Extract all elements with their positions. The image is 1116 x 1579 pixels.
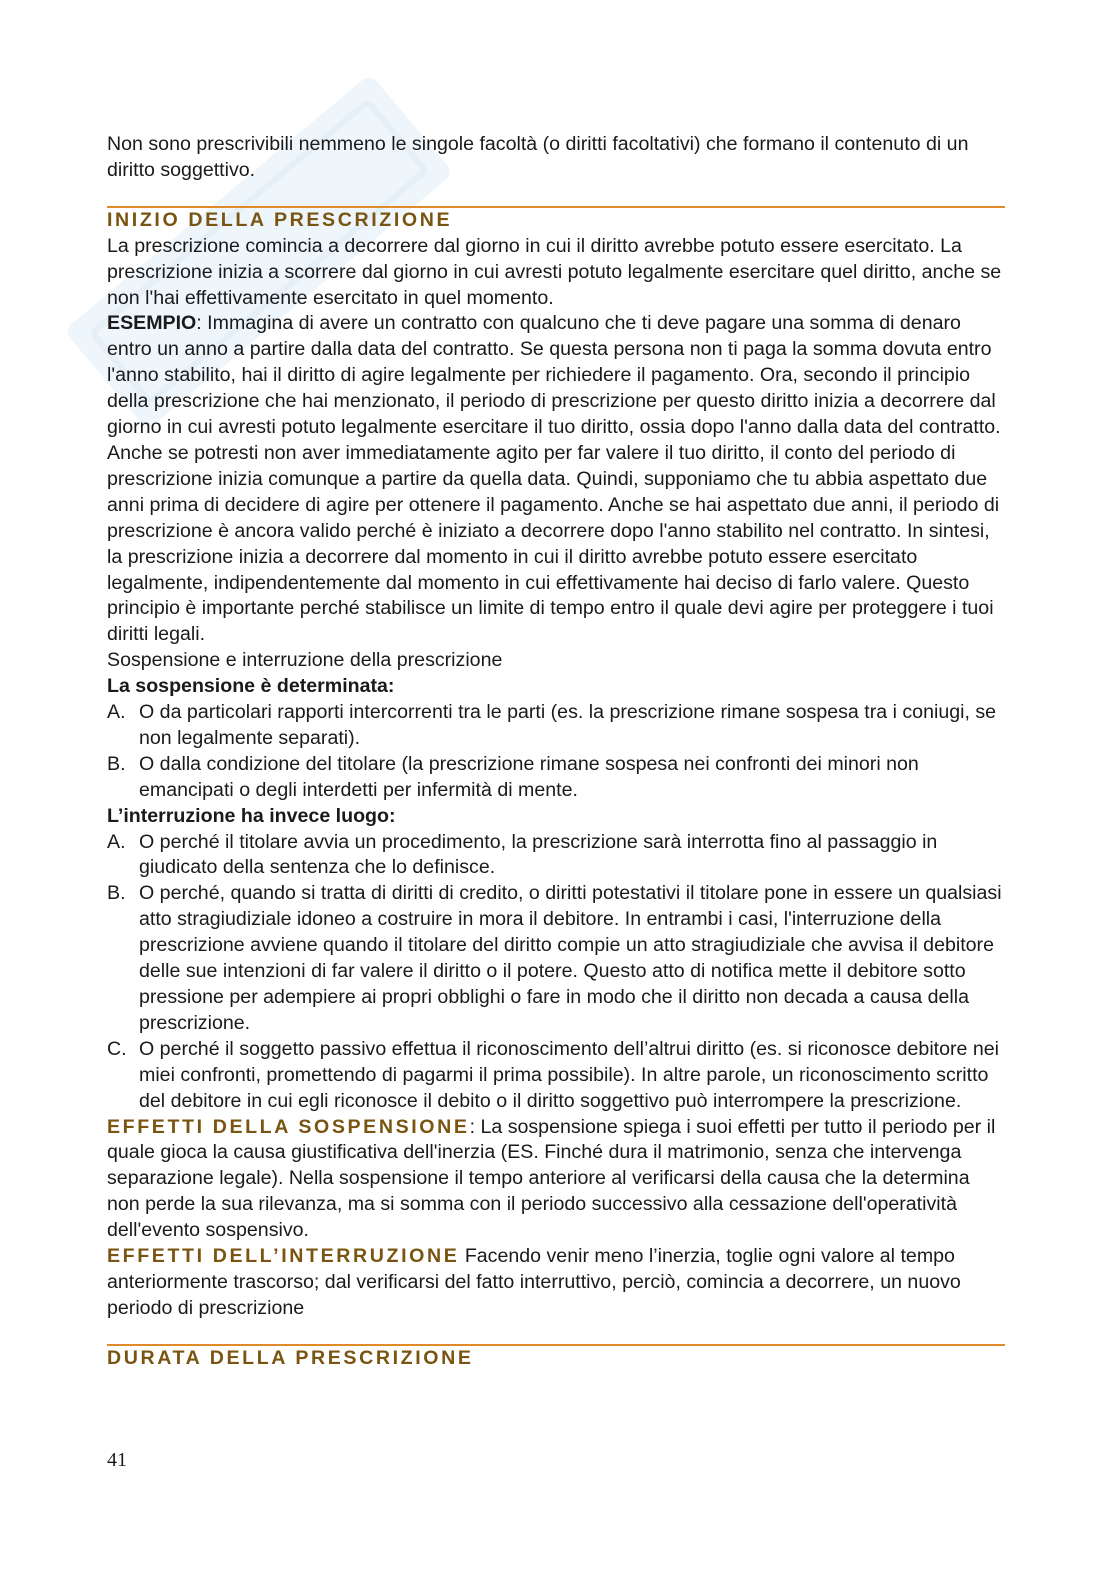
example-text: : Immagina di avere un contratto con qualcuno che ti deve pagare una somma di denaro entro un anno a partire dalla data del contratto. Se questa persona non ti paga la somma dovuta entro l'anno stabilito, hai il diritto di agire legalmente per richiedere il pagamento. Ora, secondo il principio della prescrizione che hai menzionato, il periodo di prescrizione per questo diritto inizia a decorrere dal giorno in cui avresti potuto legalmente esercitare il tuo diritto, ossia dopo l'anno dalla data del contratto. Anche se potresti non aver immediatamente agito per far valere il tuo diritto, il conto del periodo di prescrizione inizia comunque a partire da quella data. Quindi, supponiamo che tu abbia aspettato due anni prima di decidere di agire per ottenere il pagamento. Anche se hai aspettato due anni, il periodo di prescrizione è ancora valido perché è iniziato a decorrere dopo l'anno stabilito nel contratto. In sintesi, la prescrizione inizia a decorrere dal momento in cui il diritto avrebbe potuto essere esercitato legalmente, indipendentemente dal momento in cui effettivamente hai deciso di farlo valere. Questo principio è importante perché stabilisce un limite di tempo entro il quale devi agire per proteggere i tuoi diritti legali. xyxy=(107,312,1001,646)
list-item: A. O da particolari rapporti intercorrenti tra le parti (es. la prescrizione rimane sospesa tra i coniugi, se non legalmente separati). xyxy=(107,701,997,749)
heading-effetti-sospensione: EFFETTI DELLA SOSPENSIONE xyxy=(107,1115,470,1138)
heading-inizio: INIZIO DELLA PRESCRIZIONE xyxy=(107,208,453,231)
heading-durata: DURATA DELLA PRESCRIZIONE xyxy=(107,1346,474,1369)
subtitle-sospensione: Sospensione e interruzione della prescrizione xyxy=(107,649,503,672)
list-item: B. O dalla condizione del titolare (la prescrizione rimane sospesa nei confronti dei minori non emancipati o degli interdetti per infermità di mente. xyxy=(107,752,919,801)
list-item: C. O perché il soggetto passivo effettua il riconoscimento dell’altrui diritto (es. si riconosce debitore nei miei confronti, promettendo di pagarmi il prima possibile). In altre parole, un riconoscimento scritto del debitore in cui egli riconosce il debito o il diritto soggettivo può interrompere la prescrizione. xyxy=(107,1037,1000,1112)
inizio-paragraph: La prescrizione comincia a decorrere dal giorno in cui il diritto avrebbe potuto essere esercitato. La prescrizione inizia a scorrere dal giorno in cui avresti potuto legalmente esercitare quel diritto, anche se non l'hai effettivamente esercitato in quel momento. xyxy=(107,234,1002,309)
sospensione-label: La sospensione è determinata: xyxy=(107,675,395,698)
heading-effetti-interruzione: EFFETTI DELL’INTERRUZIONE xyxy=(107,1245,460,1268)
page-number: 41 xyxy=(107,1449,127,1471)
interruzione-label: L’interruzione ha invece luogo: xyxy=(107,804,396,827)
list-item: B. O perché, quando si tratta di diritti di credito, o diritti potestativi il titolare pone in essere un qualsiasi atto stragiudiziale idoneo a costruire in mora il debitore. In entrambi i casi, l'interruzione della prescrizione avviene quando il titolare del diritto compie un atto stragiudiziale che avvisa il debitore delle sue intenzioni di far valere il diritto o il potere. Questo atto di notifica mette il debitore sotto pressione per adempiere ai propri obblighi o fare in modo che il diritto non decada a causa della prescrizione. xyxy=(107,882,1002,1034)
list-item: A. O perché il titolare avvia un procedimento, la prescrizione sarà interrotta fino al passaggio in giudicato della sentenza che lo definisce. xyxy=(107,830,938,879)
example-paragraph xyxy=(107,311,1005,648)
sospensione-list xyxy=(107,700,1005,804)
effetti-sospensione-paragraph: EFFETTI DELLA SOSPENSIONE: La sospensione spiega i suoi effetti per tutto il periodo per il quale gioca la causa giustificativa dell'inerzia (ES. Finché dura il matrimonio, senza che intervenga separazione legale). Nella sospensione il tempo anteriore al verificarsi della causa che la determina non perde la sua rilevanza, ma si somma con il periodo successivo alla cessazione dell'operatività dell'evento sospensivo. xyxy=(107,1115,996,1242)
example-label: ESEMPIO xyxy=(107,312,197,335)
interruzione-list xyxy=(107,830,1005,1115)
document-page xyxy=(107,132,1005,1372)
effetti-interruzione-paragraph: EFFETTI DELL’INTERRUZIONE Facendo venir meno l’inerzia, toglie ogni valore al tempo anteriormente trascorso; dal verificarsi del fatto interruttivo, perciò, comincia a decorrere, un nuovo periodo di prescrizione xyxy=(107,1245,961,1319)
intro-paragraph: Non sono prescrivibili nemmeno le singole facoltà (o diritti facoltativi) che formano il contenuto di un diritto soggettivo. xyxy=(107,133,969,181)
